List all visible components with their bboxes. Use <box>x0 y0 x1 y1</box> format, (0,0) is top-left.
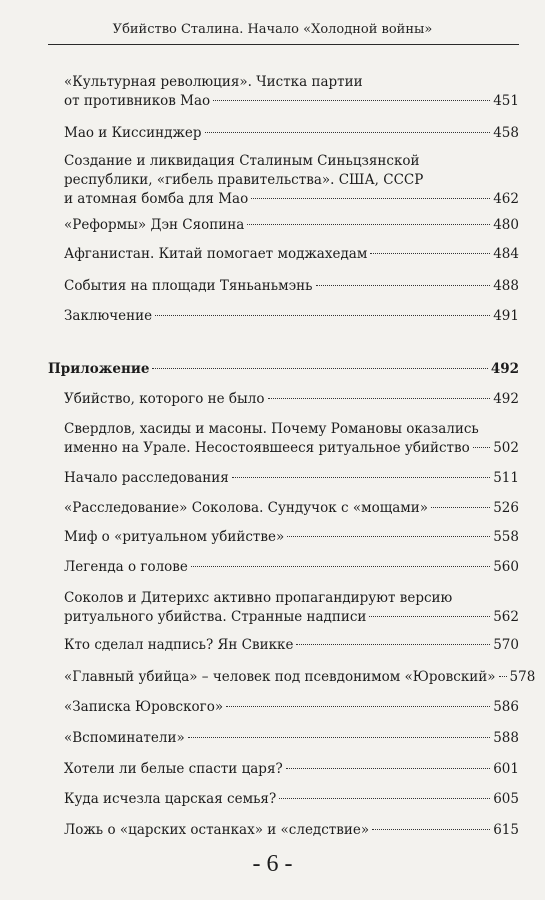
toc-page-number: 570 <box>493 637 519 653</box>
toc-line <box>64 307 519 326</box>
toc-page-number: 491 <box>493 308 519 324</box>
dot-leader <box>155 315 490 316</box>
toc-title: «Реформы» Дэн Сяопина <box>64 217 245 233</box>
toc-title: Куда исчезла царская семья? <box>64 791 277 807</box>
dot-leader <box>213 100 490 101</box>
dot-leader <box>279 798 490 799</box>
toc-title: Афганистан. Китай помогает моджахедам <box>64 246 368 262</box>
toc-entry <box>64 558 519 577</box>
toc-title: республики, «гибель правительства». США, СССР <box>64 172 424 188</box>
toc-line <box>64 152 519 171</box>
toc-line <box>64 390 519 409</box>
toc-title: «Записка Юровского» <box>64 699 224 715</box>
toc-entry <box>64 390 519 409</box>
toc-line <box>64 589 519 608</box>
toc-line <box>64 469 519 488</box>
toc-section <box>48 360 519 379</box>
toc-line <box>64 190 519 209</box>
toc-title: и атомная бомба для Мао <box>64 191 249 207</box>
toc-line <box>64 245 519 264</box>
toc-entry <box>64 420 519 458</box>
toc-entry <box>64 698 519 717</box>
dot-leader <box>205 132 491 133</box>
dot-leader <box>296 644 490 645</box>
toc-title: Приложение <box>48 361 150 377</box>
toc-line <box>64 73 519 92</box>
toc-title: Миф о «ритуальном убийстве» <box>64 529 285 545</box>
dot-leader <box>268 398 491 399</box>
toc-line <box>64 528 519 547</box>
toc-entry <box>64 528 519 547</box>
toc-line <box>64 420 519 439</box>
toc-line <box>64 171 519 190</box>
toc-entry <box>64 821 519 840</box>
toc-entry <box>64 152 519 209</box>
toc-entry <box>64 124 519 143</box>
toc-line <box>64 668 536 687</box>
dot-leader <box>226 706 490 707</box>
toc-line <box>64 92 519 111</box>
toc-entry <box>64 245 519 264</box>
toc-title: ритуального убийства. Странные надписи <box>64 609 367 625</box>
toc-title: Мао и Киссинджер <box>64 125 202 141</box>
dot-leader <box>473 447 491 448</box>
toc-entry <box>64 636 519 655</box>
toc-page-number: 462 <box>493 191 519 207</box>
toc-title: «Вспоминатели» <box>64 730 185 746</box>
dot-leader <box>316 285 491 286</box>
toc-page-number: 511 <box>493 470 519 486</box>
toc-line <box>64 821 519 840</box>
running-header: Убийство Сталина. Начало «Холодной войны» <box>112 22 433 37</box>
toc-page-number: 605 <box>493 791 519 807</box>
dot-leader <box>286 768 491 769</box>
toc-entry <box>64 499 519 518</box>
toc-line <box>64 124 519 143</box>
toc-page-number: 526 <box>493 500 519 516</box>
toc-title: Начало расследования <box>64 470 229 486</box>
toc-title: Ложь о «царских останках» и «следствие» <box>64 822 370 838</box>
dot-leader <box>369 616 490 617</box>
toc-line <box>64 439 519 458</box>
toc-line <box>64 608 519 627</box>
toc-page-number: 558 <box>493 529 519 545</box>
page-number: - 6 - <box>252 851 293 877</box>
dot-leader <box>152 368 487 369</box>
toc-line <box>64 499 519 518</box>
toc-entry <box>64 307 519 326</box>
dot-leader <box>232 477 490 478</box>
toc-page-number: 488 <box>493 278 519 294</box>
toc-title: именно на Урале. Несостоявшееся ритуальное убийство <box>64 440 470 456</box>
toc-title: Кто сделал надпись? Ян Свикке <box>64 637 294 653</box>
toc-page-number: 480 <box>493 217 519 233</box>
toc-entry <box>64 277 519 296</box>
toc-line <box>64 636 519 655</box>
toc-title: Свердлов, хасиды и масоны. Почему Романовы оказались <box>64 421 479 437</box>
toc-line <box>64 790 519 809</box>
toc-page-number: 588 <box>493 730 519 746</box>
toc-entry <box>64 729 519 748</box>
toc-page-number: 492 <box>493 391 519 407</box>
toc-title: Убийство, которого не было <box>64 391 265 407</box>
toc-entry <box>64 790 519 809</box>
toc-entry <box>64 216 519 235</box>
toc-page-number: 484 <box>493 246 519 262</box>
dot-leader <box>251 198 490 199</box>
toc-line <box>64 760 519 779</box>
dot-leader <box>372 829 490 830</box>
dot-leader <box>499 676 507 677</box>
toc-page-number: 492 <box>490 361 519 377</box>
toc-page-number: 586 <box>493 699 519 715</box>
toc-page-number: 560 <box>493 559 519 575</box>
table-of-contents <box>48 0 536 900</box>
toc-title: Легенда о голове <box>64 559 188 575</box>
toc-entry <box>64 73 519 111</box>
dot-leader <box>247 224 490 225</box>
toc-page-number: 615 <box>493 822 519 838</box>
dot-leader <box>188 737 491 738</box>
toc-line <box>64 277 519 296</box>
toc-line <box>64 558 519 577</box>
toc-title: Хотели ли белые спасти царя? <box>64 761 283 777</box>
toc-page-number: 458 <box>493 125 519 141</box>
toc-title: «Расследование» Соколова. Сундучок с «мощами» <box>64 500 429 516</box>
toc-line <box>64 216 519 235</box>
toc-title: Заключение <box>64 308 153 324</box>
dot-leader <box>370 253 490 254</box>
toc-line <box>48 360 519 379</box>
toc-entry <box>64 589 519 627</box>
dot-leader <box>431 507 490 508</box>
toc-page-number: 601 <box>493 761 519 777</box>
toc-entry <box>64 668 536 687</box>
dot-leader <box>287 536 490 537</box>
toc-title: «Главный убийца» – человек под псевдонимом «Юровский» <box>64 669 496 685</box>
toc-title: Создание и ликвидация Сталиным Синьцзянской <box>64 153 420 169</box>
toc-title: от противников Мао <box>64 93 211 109</box>
toc-page-number: 562 <box>493 609 519 625</box>
toc-title: События на площади Тяньаньмэнь <box>64 278 313 294</box>
toc-page-number: 451 <box>493 93 519 109</box>
toc-entry <box>64 469 519 488</box>
toc-entry <box>64 760 519 779</box>
toc-title: «Культурная революция». Чистка партии <box>64 74 363 90</box>
toc-page-number: 578 <box>509 669 536 685</box>
toc-line <box>64 729 519 748</box>
toc-title: Соколов и Дитерихс активно пропагандируют версию <box>64 590 453 606</box>
dot-leader <box>191 566 490 567</box>
toc-line <box>64 698 519 717</box>
toc-page-number: 502 <box>493 440 519 456</box>
